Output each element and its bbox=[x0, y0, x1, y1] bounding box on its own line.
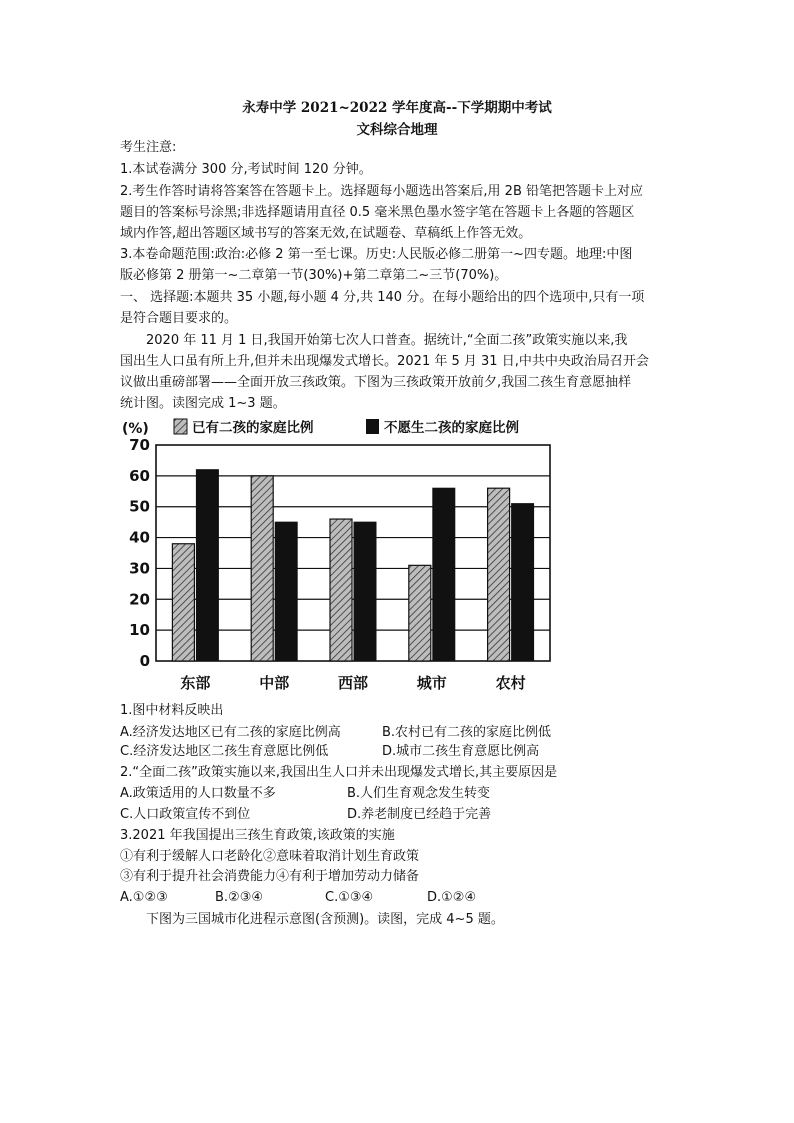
q1-option-c[interactable]: C.经济发达地区二孩生育意愿比例低 bbox=[120, 744, 329, 759]
note-2-line-2: 题目的答案标号涂黑;非选择题请用直径 0.5 毫米黑色墨水签字笔在答题卡上各题的答题区 bbox=[120, 205, 635, 220]
q3-stem: 3.2021 年我国提出三孩生育政策,该政策的实施 bbox=[120, 828, 395, 843]
next-question-intro: 下图为三国城市化进程示意图(含预测)。读图，完成 4~5 题。 bbox=[146, 912, 504, 927]
intro-line-4: 统计图。读图完成 1~3 题。 bbox=[120, 396, 286, 411]
intro-line-2: 国出生人口虽有所上升,但并未出现爆发式增长。2021 年 5 月 31 日,中共中央政治局召开会 bbox=[120, 354, 649, 369]
y-tick-label-0: 0 bbox=[139, 652, 150, 670]
q3-option-c[interactable]: C.①③④ bbox=[325, 890, 374, 905]
bar-unwilling-1 bbox=[275, 522, 297, 661]
note-3-line-2: 版必修第 2 册第一~二章第一节(30%)+第二章第二~三节(70%)。 bbox=[120, 268, 508, 283]
notes-heading: 考生注意: bbox=[120, 140, 177, 155]
exam-subtitle: 文科综合地理 bbox=[356, 122, 438, 138]
q2-option-a[interactable]: A.政策适用的人口数量不多 bbox=[120, 786, 276, 801]
section-1-line-2: 是符合题目要求的。 bbox=[120, 311, 238, 326]
bar-has-second-child-2 bbox=[330, 519, 352, 661]
note-3-line-1: 3.本卷命题范围:政治:必修 2 第一至七课。历史:人民版必修二册第一~四专题。地理:中图 bbox=[120, 247, 633, 262]
y-tick-label-50: 50 bbox=[129, 497, 150, 516]
q2-option-b[interactable]: B.人们生育观念发生转变 bbox=[347, 786, 491, 801]
x-category-label-1: 中部 bbox=[259, 674, 290, 692]
legend-swatch-unwilling bbox=[366, 419, 379, 434]
bar-unwilling-3 bbox=[433, 488, 455, 661]
bar-has-second-child-4 bbox=[488, 488, 510, 661]
q2-option-c[interactable]: C.人口政策宣传不到位 bbox=[120, 807, 251, 822]
q3-option-d[interactable]: D.①②④ bbox=[427, 890, 477, 905]
y-tick-label-30: 30 bbox=[129, 559, 150, 578]
y-tick-label-20: 20 bbox=[129, 590, 150, 609]
q3-option-b[interactable]: B.②③④ bbox=[215, 890, 264, 905]
legend-label-unwilling: 不愿生二孩的家庭比例 bbox=[384, 420, 519, 436]
intro-line-1: 2020 年 11 月 1 日,我国开始第七次人口普查。据统计,“全面二孩”政策实施以来,我 bbox=[146, 333, 628, 348]
q3-statement-2: ③有利于提升社会消费能力④有利于增加劳动力储备 bbox=[120, 869, 420, 884]
q1-option-d[interactable]: D.城市二孩生育意愿比例高 bbox=[382, 744, 540, 759]
x-category-label-2: 西部 bbox=[337, 674, 369, 692]
legend-label-has-second-child: 已有二孩的家庭比例 bbox=[192, 420, 314, 436]
x-category-label-3: 城市 bbox=[416, 674, 447, 692]
y-tick-label-10: 10 bbox=[129, 621, 150, 640]
q1-option-b[interactable]: B.农村已有二孩的家庭比例低 bbox=[382, 725, 552, 740]
note-2-line-3: 域内作答,超出答题区域书写的答案无效,在试题卷、草稿纸上作答无效。 bbox=[120, 226, 532, 241]
bar-unwilling-4 bbox=[512, 504, 534, 661]
q2-stem: 2.“全面二孩”政策实施以来,我国出生人口并未出现爆发式增长,其主要原因是 bbox=[120, 765, 558, 780]
y-tick-label-40: 40 bbox=[129, 528, 150, 547]
y-tick-label-70: 70 bbox=[129, 436, 150, 454]
intro-line-3: 议做出重磅部署——全面开放三孩政策。下图为三孩政策开放前夕,我国二孩生育意愿抽样 bbox=[120, 375, 632, 390]
bar-has-second-child-0 bbox=[172, 544, 194, 661]
q3-option-a[interactable]: A.①②③ bbox=[120, 890, 168, 905]
q3-statement-1: ①有利于缓解人口老龄化②意味着取消计划生育政策 bbox=[120, 849, 420, 864]
q2-option-d[interactable]: D.养老制度已经趋于完善 bbox=[347, 807, 492, 822]
birth-willingness-bar-chart bbox=[118, 413, 568, 698]
q1-option-a[interactable]: A.经济发达地区已有二孩的家庭比例高 bbox=[120, 725, 341, 740]
bar-has-second-child-3 bbox=[409, 565, 431, 661]
x-category-label-0: 东部 bbox=[180, 674, 211, 692]
legend-swatch-has-second-child bbox=[174, 419, 187, 434]
bar-unwilling-0 bbox=[196, 470, 218, 661]
x-category-label-4: 农村 bbox=[495, 674, 526, 692]
y-tick-label-60: 60 bbox=[129, 466, 150, 485]
note-1: 1.本试卷满分 300 分,考试时间 120 分钟。 bbox=[120, 162, 372, 177]
y-axis-label: (%) bbox=[122, 421, 149, 437]
exam-title: 永寿中学 2021~2022 学年度高--下学期期中考试 bbox=[242, 100, 552, 116]
section-1-line-1: 一、 选择题:本题共 35 小题,每小题 4 分,共 140 分。在每小题给出的四个选项中,只有一项 bbox=[120, 290, 645, 305]
bar-has-second-child-1 bbox=[251, 476, 273, 661]
bar-unwilling-2 bbox=[354, 522, 376, 661]
q1-stem: 1.图中材料反映出 bbox=[120, 703, 224, 718]
note-2-line-1: 2.考生作答时请将答案答在答题卡上。选择题每小题选出答案后,用 2B 铅笔把答题卡上对应 bbox=[120, 184, 643, 199]
